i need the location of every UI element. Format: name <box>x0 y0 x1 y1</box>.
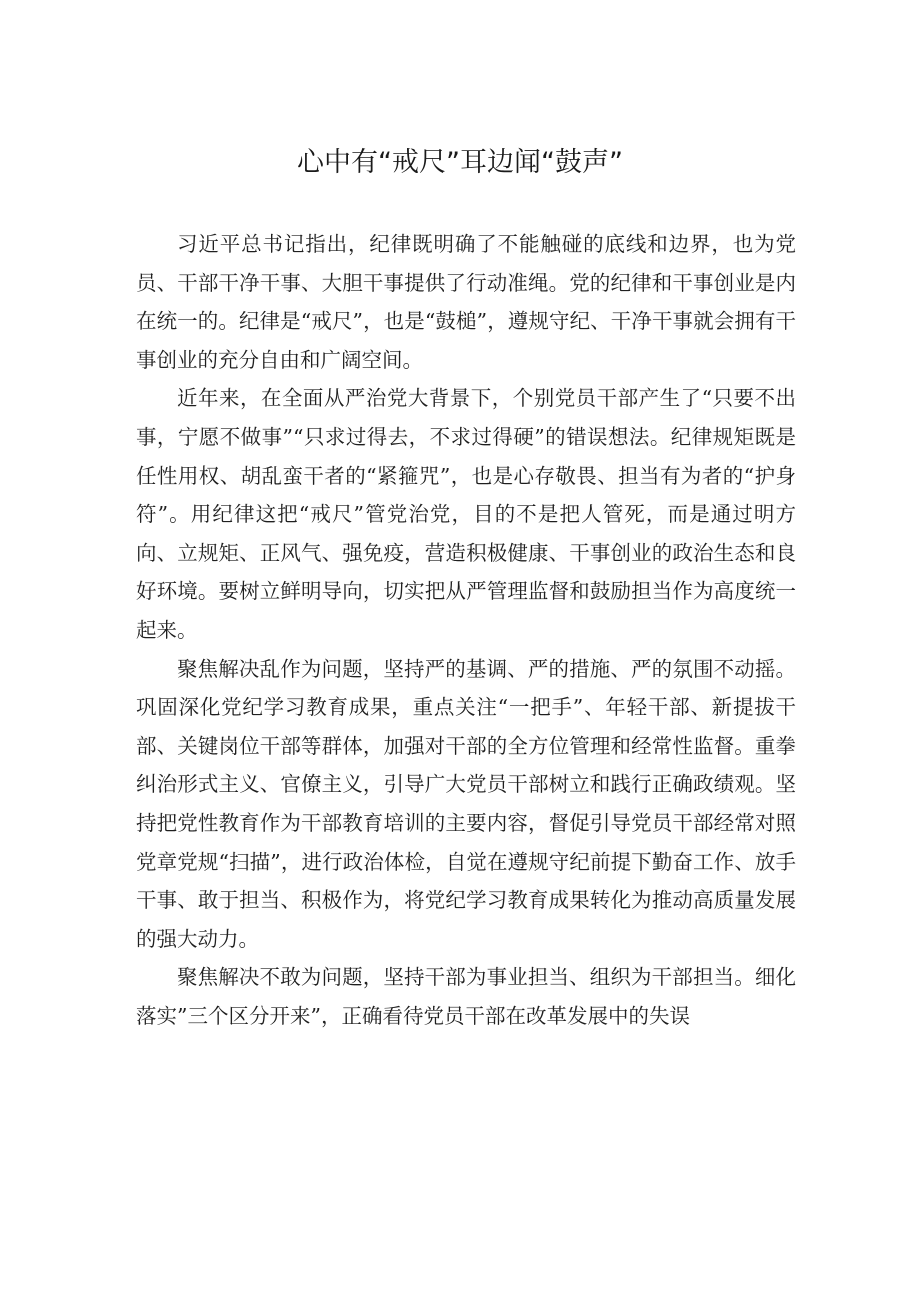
paragraph-3: 聚焦解决乱作为问题，坚持严的基调、严的措施、严的氛围不动摇。巩固深化党纪学习教育成果，重点关注“一把手”、年轻干部、新提拔干部、关键岗位干部等群体，加强对干部的全方位管理和经常性监督。重拳纠治形式主义、官僚主义，引导广大党员干部树立和践行正确政绩观。坚持把党性教育作为干部教育培训的主要内容，督促引导党员干部经常对照党章党规“扫描”，进行政治体检，自觉在遵规守纪前提下勤奋工作、放手干事、敢于担当、积极作为，将党纪学习教育成果转化为推动高质量发展的强大动力。 <box>136 656 796 951</box>
paragraph-4: 聚焦解决不敢为问题，坚持干部为事业担当、组织为干部担当。细化落实”三个区分开来”，正确看待党员干部在改革发展中的失误 <box>136 965 796 1028</box>
document-body <box>136 225 796 1035</box>
document-title: 心中有“戒尺”耳边闻“鼓声” <box>297 147 623 178</box>
paragraph-2: 近年来，在全面从严治党大背景下，个别党员干部产生了“只要不出事，宁愿不做事”“只求过得去，不求过得硬”的错误想法。纪律规矩既是任性用权、胡乱蛮干者的“紧箍咒”，也是心存敬畏、担当有为者的“护身符”。用纪律这把“戒尺”管党治党，目的不是把人管死，而是通过明方向、立规矩、正风气、强免疫，营造积极健康、干事创业的政治生态和良好环境。要树立鲜明导向，切实把从严管理监督和鼓励担当作为高度统一起来。 <box>136 386 796 642</box>
paragraph-1: 习近平总书记指出，纪律既明确了不能触碰的底线和边界，也为党员、干部干净干事、大胆干事提供了行动准绳。党的纪律和干事创业是内在统一的。纪律是“戒尺”，也是“鼓槌”，遵规守纪、干净干事就会拥有干事创业的充分自由和广阔空间。 <box>136 232 796 372</box>
